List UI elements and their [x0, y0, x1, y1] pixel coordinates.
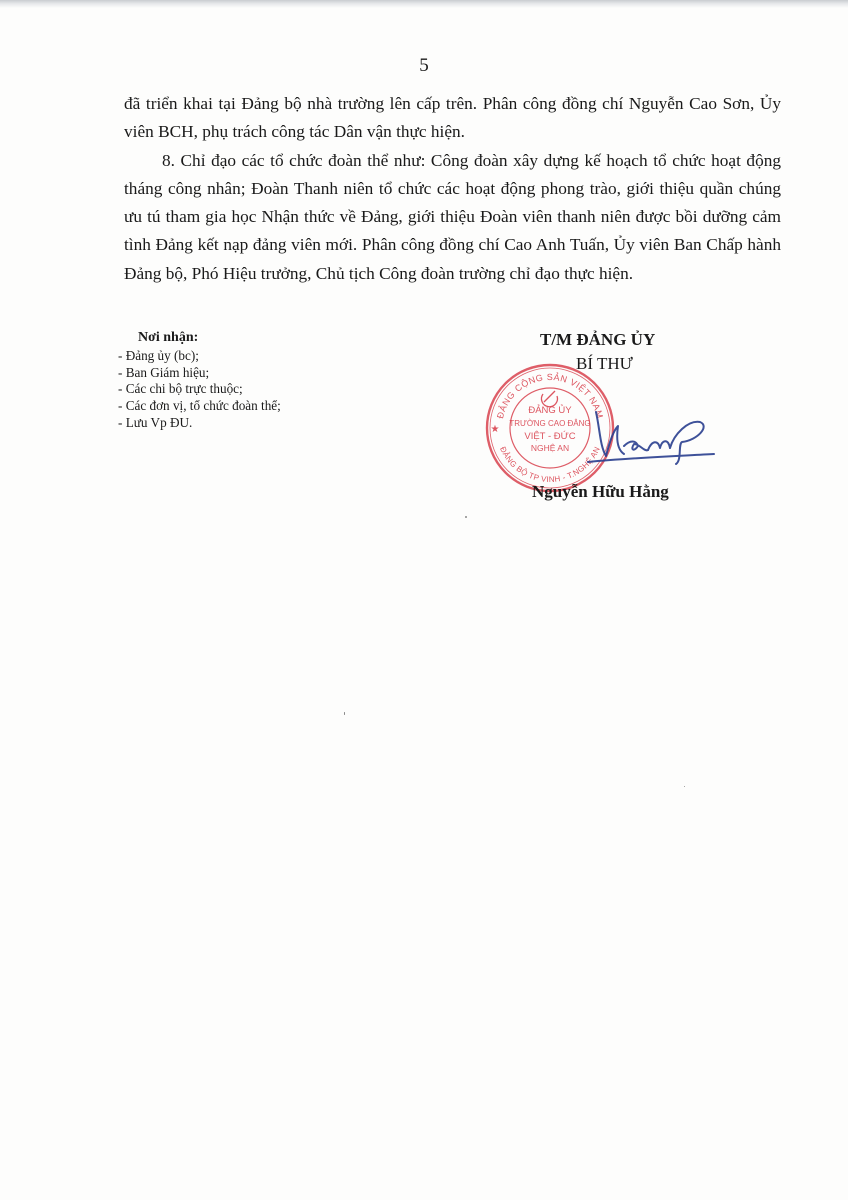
scan-speck [684, 786, 685, 787]
seal-line-1: ĐẢNG ỦY [528, 405, 572, 416]
scan-top-edge [0, 0, 848, 8]
recipients-list [118, 348, 281, 432]
seal-outer-text: ĐẢNG CỘNG SẢN VIỆT NAM [494, 371, 606, 420]
signature-block [480, 330, 740, 520]
seal-line-3: VIỆT - ĐỨC [524, 431, 576, 442]
seal-line-2: TRƯỜNG CAO ĐẲNG [509, 419, 591, 428]
handwritten-signature [578, 400, 718, 470]
page-number: 5 [419, 55, 429, 76]
recipient-item: - Lưu Vp ĐU. [118, 414, 193, 430]
seal-line-4: NGHỆ AN [530, 443, 570, 453]
body-text [124, 90, 781, 288]
svg-text:★: ★ [490, 424, 500, 435]
recipients-title: Nơi nhận: [138, 330, 199, 345]
scan-speck [344, 712, 345, 715]
signature-title: BÍ THƯ [576, 354, 633, 373]
recipient-item: - Ban Giám hiệu; [118, 364, 210, 380]
paragraph-item-8: 8. Chỉ đạo các tổ chức đoàn thể như: Công đoàn xây dựng kế hoạch tổ chức hoạt động tháng công nhân; Đoàn Thanh niên tổ chức các hoạt động phong trào, giới thiệu quần chúng ưu tú tham gia học Nhận thức về Đảng, giới thiệu Đoàn viên thanh niên được bồi dưỡng cảm tình Đảng kết nạp đảng viên mới. Phân công đồng chí Cao Anh Tuấn, Ủy viên Ban Chấp hành Đảng bộ, Phó Hiệu trưởng, Chủ tịch Công đoàn trường chỉ đạo thực hiện. [124, 150, 781, 283]
paragraph-continuation: đã triển khai tại Đảng bộ nhà trường lên cấp trên. Phân công đồng chí Nguyễn Cao Sơn, Ủy viên BCH, phụ trách công tác Dân vận thực hiện. [124, 94, 781, 142]
recipients-block [118, 330, 281, 432]
seal-bottom-text: ĐẢNG BỘ TP VINH - T.NGHỆ AN [498, 445, 602, 485]
scan-speck [465, 516, 467, 518]
signature-organization: T/M ĐẢNG ỦY [540, 330, 656, 349]
recipient-item: - Đảng ủy (bc); [118, 347, 199, 363]
recipient-item: - Các chi bộ trực thuộc; [118, 381, 243, 397]
recipient-item: - Các đơn vị, tổ chức đoàn thể; [118, 398, 281, 414]
signer-name: Nguyễn Hữu Hằng [532, 482, 669, 501]
